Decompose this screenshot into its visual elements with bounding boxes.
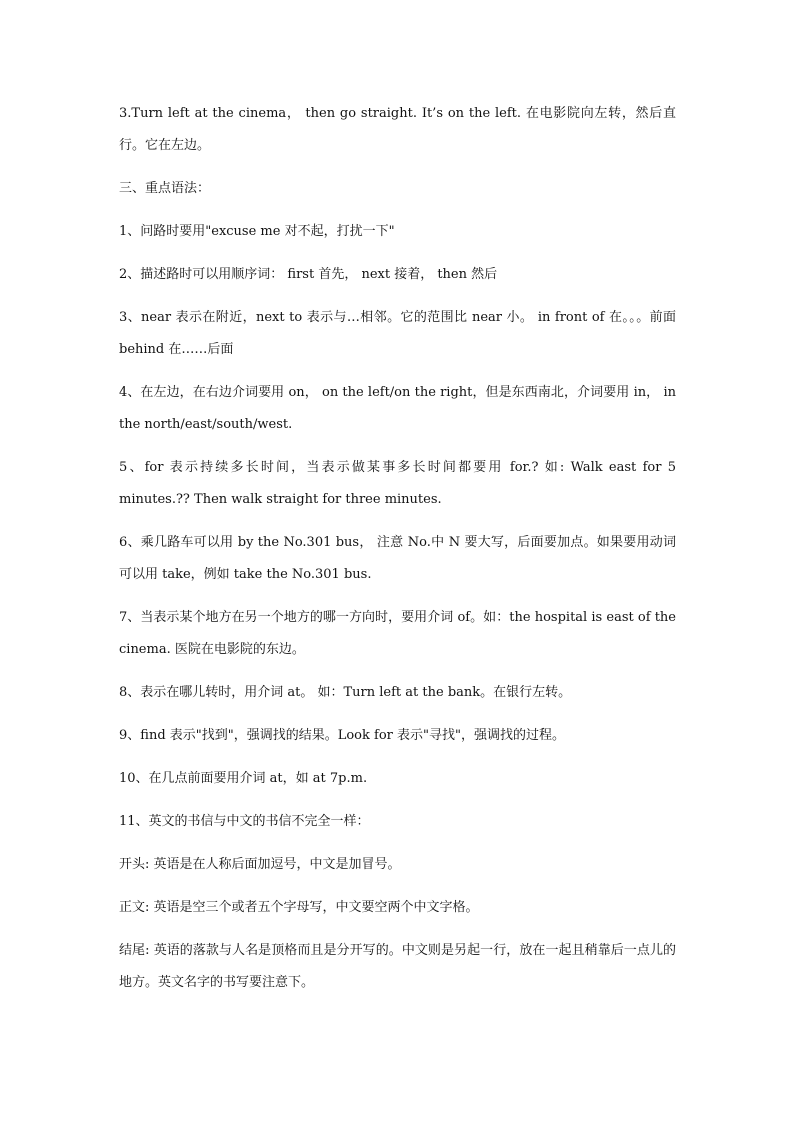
document-body [119,98,676,1010]
letter-body-note: 正文: 英语是空三个或者五个字母写，中文要空两个中文字格。 [119,900,479,915]
grammar-point-7: 7、当表示某个地方在另一个地方的哪一方向时，要用介词 of。如：the hospital is east of the cinema. 医院在电影院的东边。 [119,610,676,657]
letter-closing-note: 结尾: 英语的落款与人名是顶格而且是分开写的。中文则是另起一行，放在一起且稍靠后一点儿的地方。英文名字的书写要注意下。 [119,943,676,990]
grammar-point-11: 11、英文的书信与中文的书信不完全一样： [119,814,370,829]
grammar-point-10: 10、在几点前面要用介词 at，如 at 7p.m. [119,771,368,786]
grammar-point-2: 2、描述路时可以用顺序词： first 首先， next 接着， then 然后 [119,267,498,282]
grammar-point-8: 8、表示在哪儿转时，用介词 at。 如：Turn left at the bank。在银行左转。 [119,685,572,700]
letter-opening-note: 开头: 英语是在人称后面加逗号，中文是加冒号。 [119,857,401,872]
grammar-point-9: 9、find 表示"找到"，强调找的结果。Look for 表示"寻找"，强调找的过程。 [119,728,565,743]
section-heading-key-grammar: 三、重点语法： [119,181,211,196]
grammar-point-5: 5、for 表示持续多长时间，当表示做某事多长时间都要用 for.? 如: Walk east for 5 minutes.?? Then walk straight for three minutes. [119,460,676,507]
grammar-point-3: 3、near 表示在附近，next to 表示与…相邻。它的范围比 near 小。 in front of 在。。。前面 behind 在……后面 [119,310,676,357]
grammar-point-4: 4、在左边，在右边介词要用 on， on the left/on the right，但是东西南北，介词要用 in， in the north/east/south/west. [119,385,676,432]
grammar-point-6: 6、乘几路车可以用 by the No.301 bus， 注意 No.中 N 要大写，后面要加点。如果要用动词可以用 take，例如 take the No.301 bus. [119,535,676,582]
paragraph-route-example: 3.Turn left at the cinema， then go straight. It’s on the left. 在电影院向左转，然后直行。它在左边。 [119,106,676,153]
grammar-point-1: 1、问路时要用"excuse me 对不起，打扰一下" [119,224,395,239]
